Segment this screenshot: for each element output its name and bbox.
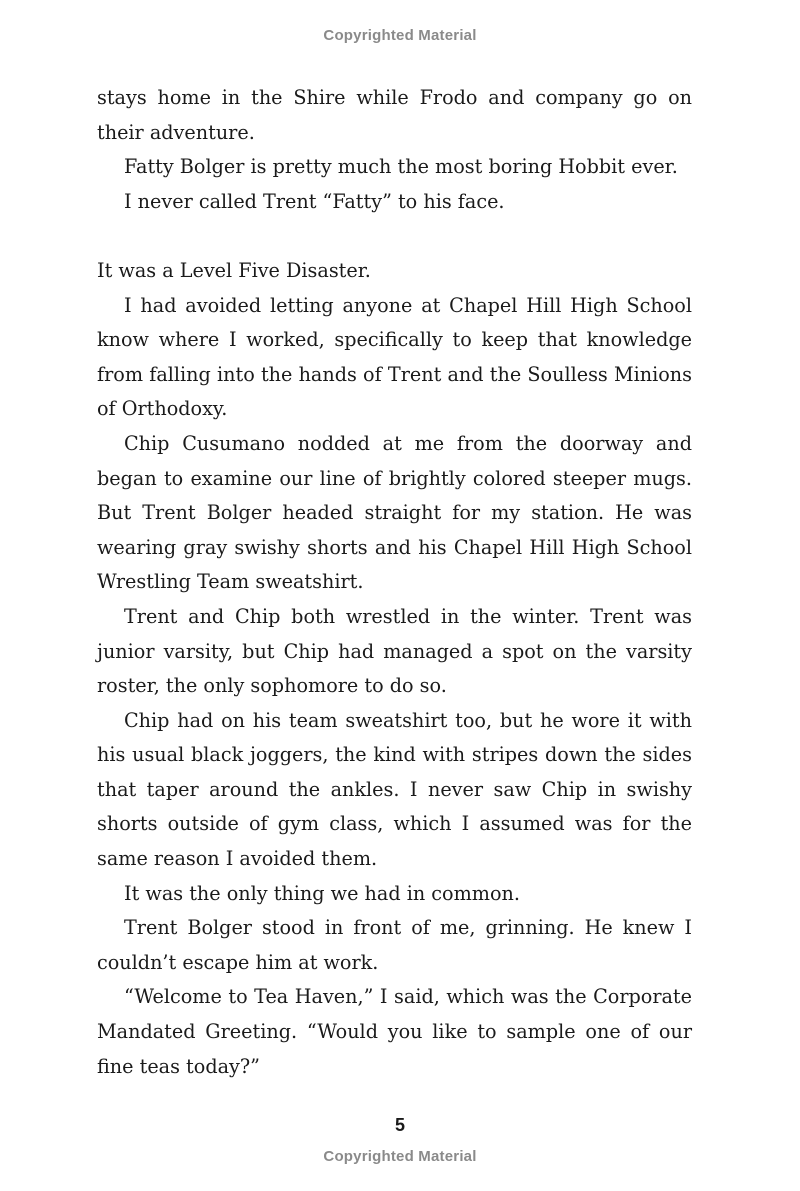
paragraph-9: It was the only thing we had in common.	[124, 881, 520, 905]
copyright-watermark-bottom: Copyrighted Material	[323, 1148, 477, 1165]
page-number: 5	[394, 1115, 405, 1135]
paragraph-5: I had avoided letting anyone at Chapel Hill High School know where I worked, specifically to keep that knowledge from falling into the hands of Trent and the Soulless Minions of Orthodoxy.	[97, 293, 692, 421]
paragraph-8: Chip had on his team sweatshirt too, but he wore it with his usual black joggers, the kind with stripes down the sides that taper around the ankles. I never saw Chip in swishy shorts outside of gym class, which I assumed was for the same reason I avoided them.	[97, 708, 692, 871]
paragraph-11: “Welcome to Tea Haven,” I said, which was the Corporate Mandated Greeting. “Would you like to sample one of our fine teas today?”	[97, 985, 692, 1078]
paragraph-3: I never called Trent “Fatty” to his face.	[124, 189, 505, 213]
paragraph-4: It was a Level Five Disaster.	[97, 258, 371, 282]
paragraph-7: Trent and Chip both wrestled in the winter. Trent was junior varsity, but Chip had managed a spot on the varsity roster, the only sophomore to do so.	[97, 604, 692, 698]
copyright-watermark-top: Copyrighted Material	[323, 27, 477, 44]
section-break	[97, 219, 692, 254]
paragraph-1: stays home in the Shire while Frodo and company go on their adventure.	[97, 86, 692, 144]
paragraph-6: Chip Cusumano nodded at me from the doorway and began to examine our line of brightly colored steeper mugs. But Trent Bolger headed straight for my station. He was wearing gray swishy shorts and his Chapel Hill High School Wrestling Team sweatshirt.	[97, 431, 692, 594]
paragraph-2: Fatty Bolger is pretty much the most boring Hobbit ever.	[124, 155, 678, 179]
book-page-text	[97, 81, 692, 1084]
paragraph-10: Trent Bolger stood in front of me, grinning. He knew I couldn’t escape him at work.	[97, 916, 692, 974]
